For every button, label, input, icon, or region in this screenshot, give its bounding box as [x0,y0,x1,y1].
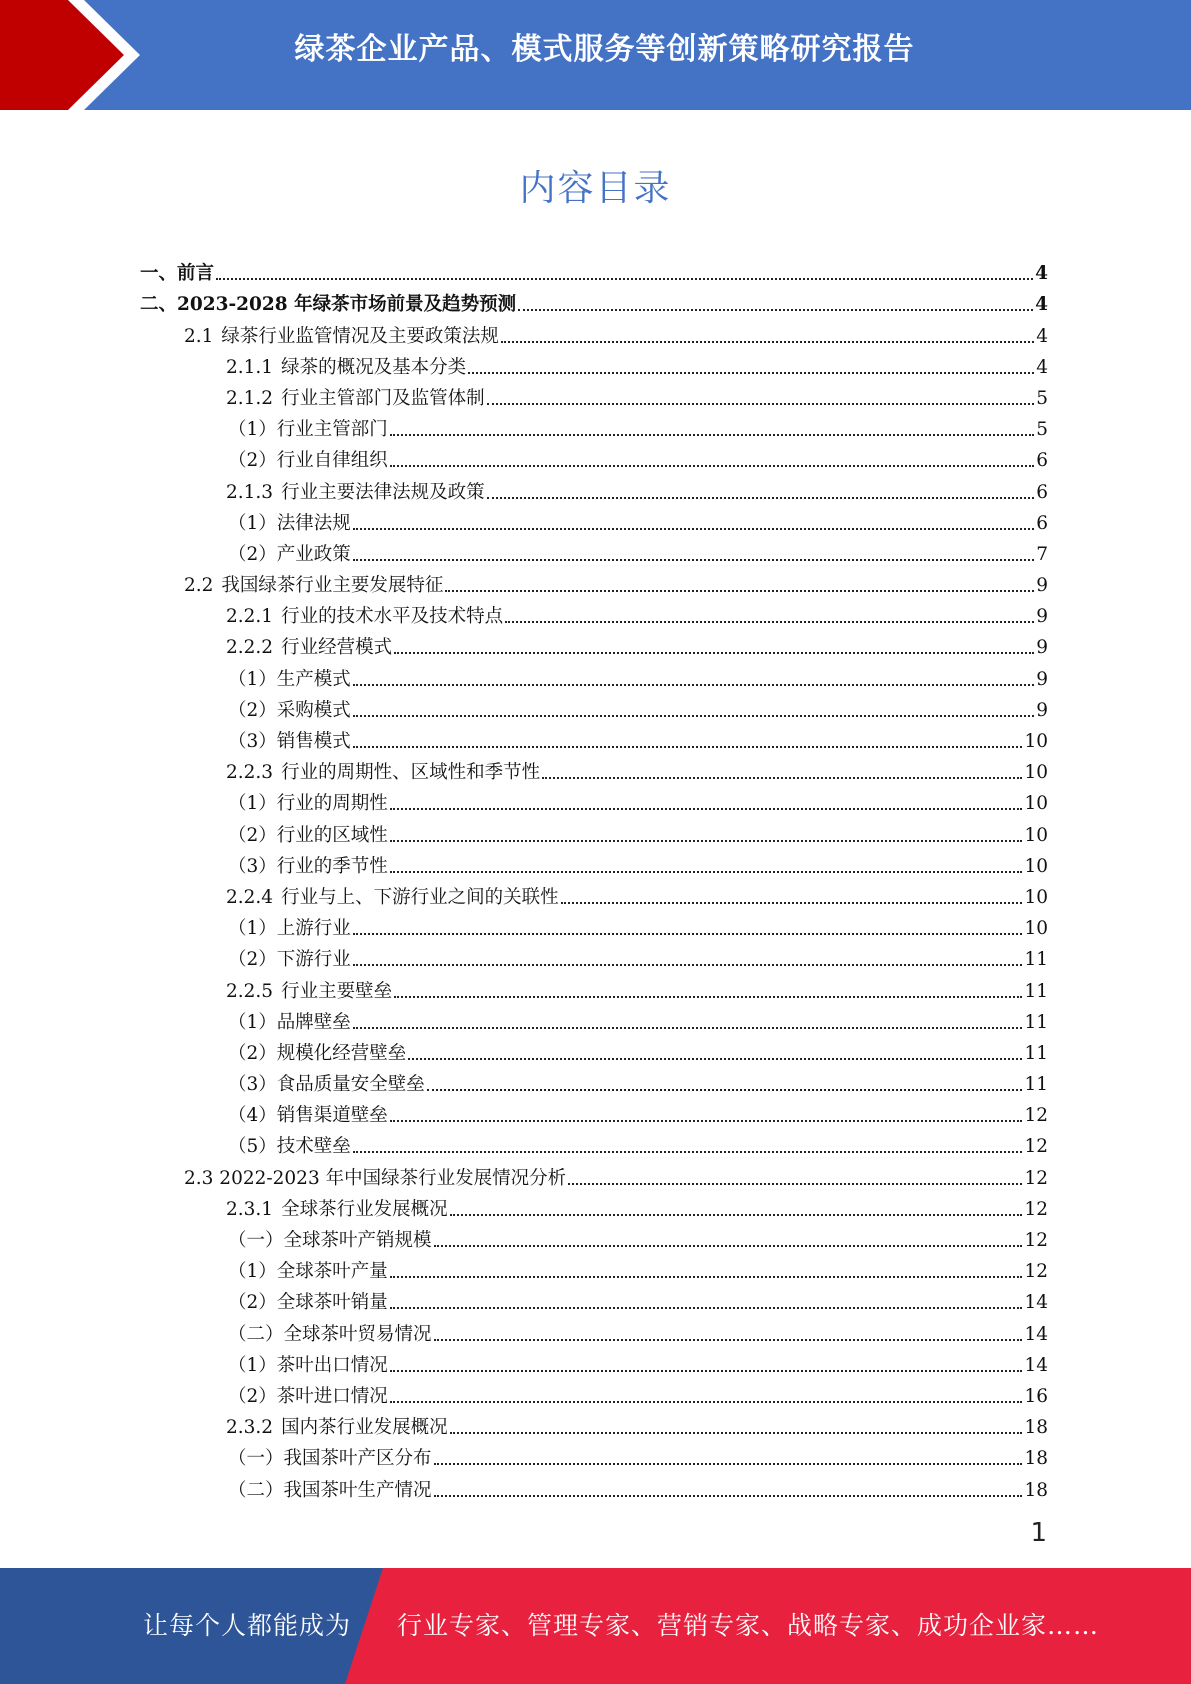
page-number: 1 [1030,1518,1047,1548]
toc-dot-leader [501,326,1034,348]
toc-entry[interactable] [140,1065,1048,1096]
toc-entry-number: 2.1 [184,325,214,347]
toc-entry-page: 11 [1024,1042,1048,1064]
toc-entry-page: 9 [1036,575,1048,597]
toc-dot-leader [468,357,1034,379]
toc-entry-page: 14 [1024,1354,1048,1376]
toc-entry-title: （1）法律法规 [228,512,351,534]
toc-dot-leader [487,388,1035,410]
toc-entry[interactable] [140,254,1048,285]
toc-entry-number: 2.2 [184,575,214,597]
toc-entry[interactable] [140,659,1048,690]
toc-entry-title: （1）品牌壁垒 [228,1011,351,1033]
toc-dot-leader [394,981,1022,1003]
toc-entry[interactable] [140,1252,1048,1283]
toc-entry-page: 11 [1024,980,1048,1002]
toc-entry-page: 14 [1024,1292,1048,1314]
toc-dot-leader [394,637,1034,659]
toc-entry-page: 12 [1024,1261,1048,1283]
toc-entry-title: （1）茶叶出口情况 [228,1354,388,1376]
header-banner [0,0,1191,110]
toc-dot-leader [450,1417,1023,1439]
toc-entry-title: 国内茶行业发展概况 [281,1417,448,1439]
toc-entry-title: 行业主要壁垒 [281,980,393,1002]
toc-entry-title: （2）产业政策 [228,543,351,565]
toc-entry-title: （3）食品质量安全壁垒 [228,1074,425,1096]
toc-entry-title: 行业的周期性、区域性和季节性 [281,762,541,784]
toc-entry-title: 一、前言 [140,263,215,285]
toc-entry[interactable] [140,691,1048,722]
toc-entry-page: 16 [1024,1385,1048,1407]
toc-entry-title: （2）行业的区域性 [228,824,388,846]
toc-dot-leader [568,1168,1022,1190]
toc-dot-leader [390,1292,1023,1314]
toc-entry-page: 18 [1024,1448,1048,1470]
toc-dot-leader [353,731,1023,753]
toc-entry-title: （1）上游行业 [228,918,351,940]
toc-entry-page: 12 [1024,1136,1048,1158]
toc-entry-page: 4 [1036,325,1048,347]
toc-entry-title: 绿茶的概况及基本分类 [281,356,467,378]
toc-entry-title: （二）我国茶叶生产情况 [228,1479,432,1501]
toc-dot-leader [390,825,1023,847]
toc-entry-page: 6 [1036,450,1048,472]
toc-dot-leader [353,1136,1023,1158]
toc-dot-leader [390,450,1034,472]
toc-entry-page: 12 [1024,1230,1048,1251]
footer-banner [0,1568,1191,1684]
toc-entry-title: （2）行业自律组织 [228,450,388,472]
toc-entry-page: 7 [1036,543,1048,565]
toc-entry-title: （5）技术壁垒 [228,1136,351,1158]
toc-entry-number: 2.3.1 [226,1198,274,1220]
toc-entry-title: （1）生产模式 [228,668,351,690]
toc-dot-leader [434,1448,1023,1470]
report-title: 绿茶企业产品、模式服务等创新策略研究报告 [294,32,915,67]
toc-entry-title: （1）全球茶叶产量 [228,1261,388,1283]
toc-entry-page: 18 [1024,1417,1048,1439]
toc-entry-number: 2.2.4 [226,886,274,908]
toc-entry[interactable] [140,504,1048,535]
toc-dot-leader [434,1324,1023,1346]
toc-entry[interactable] [140,285,1048,316]
toc-entry-title: 行业主管部门及监管体制 [281,387,485,409]
footer-slogan-right: 行业专家、管理专家、营销专家、战略专家、成功企业家…… [397,1611,1100,1640]
toc-heading: 内容目录 [519,168,672,209]
toc-entry-title: 全球茶行业发展概况 [281,1198,448,1220]
toc-entry[interactable] [140,847,1048,878]
toc-entry-page: 12 [1024,1167,1048,1189]
toc-entry-title: 我国绿茶行业主要发展特征 [221,575,444,597]
toc-entry-number: 2.2.2 [226,637,274,659]
toc-entry-title: （1）行业主管部门 [228,419,388,441]
toc-entry[interactable] [140,441,1048,472]
toc-dot-leader [542,762,1022,784]
toc-entry[interactable] [140,878,1048,909]
toc-entry-page: 9 [1036,637,1048,659]
toc-entry-title: （4）销售渠道壁垒 [228,1105,388,1127]
toc-entry-page: 9 [1036,606,1048,628]
toc-dot-leader [434,1480,1023,1502]
toc-entry-page: 10 [1024,824,1048,846]
toc-dot-leader [434,1230,1023,1252]
toc-entry-page: 9 [1036,668,1048,690]
toc-entry-title: （2）全球茶叶销量 [228,1292,388,1314]
toc-entry[interactable] [140,472,1048,503]
toc-entry-title: （3）行业的季节性 [228,855,388,877]
toc-entry[interactable] [140,535,1048,566]
toc-entry-page: 5 [1036,419,1048,441]
toc-entry-page: 6 [1036,481,1048,503]
toc-entry-title: 行业经营模式 [281,637,393,659]
toc-entry-number: 2.2.1 [226,606,274,628]
toc-dot-leader [445,575,1034,597]
toc-entry-page: 10 [1024,762,1048,784]
toc-entry-page: 4 [1035,294,1048,316]
toc-entry[interactable] [140,940,1048,971]
toc-entry-title: （一）全球茶叶产销规模 [228,1230,432,1251]
toc-entry-title: （二）全球茶叶贸易情况 [228,1323,432,1345]
toc-entry-title: （2）采购模式 [228,699,351,721]
toc-entry[interactable] [140,1439,1048,1470]
toc-entry-page: 11 [1024,1011,1048,1033]
toc-entry-page: 18 [1024,1479,1048,1501]
toc-entry[interactable] [140,597,1048,628]
toc-entry[interactable] [140,1283,1048,1314]
toc-entry-title: 绿茶行业监管情况及主要政策法规 [221,325,499,347]
toc-entry-title: 行业与上、下游行业之间的关联性 [281,886,559,908]
toc-entry-number: 2.1.1 [226,356,274,378]
toc-dot-leader [390,1261,1023,1283]
toc-dot-leader [450,1199,1023,1221]
toc-entry-title: （一）我国茶叶产区分布 [228,1448,432,1470]
toc-dot-leader [353,918,1023,940]
toc-dot-leader [505,606,1034,628]
toc-entry[interactable] [140,316,1048,347]
toc-dot-leader [390,856,1023,878]
toc-dot-leader [390,1386,1023,1408]
toc-entry-number: 2.3.2 [226,1417,274,1439]
toc-entry[interactable] [140,753,1048,784]
toc-dot-leader [353,1012,1023,1034]
toc-dot-leader [390,419,1034,441]
toc-entry-title: 行业主要法律法规及政策 [281,481,485,503]
toc-entry[interactable] [140,909,1048,940]
table-of-contents [140,254,1048,1502]
toc-entry-page: 9 [1036,699,1048,721]
toc-entry[interactable] [140,722,1048,753]
toc-entry-page: 10 [1024,731,1048,752]
toc-entry-title: （1）行业的周期性 [228,793,388,815]
toc-entry-title: （2）规模化经营壁垒 [228,1042,407,1064]
toc-entry[interactable] [140,566,1048,597]
toc-entry-page: 4 [1035,263,1048,285]
toc-entry-title: 2.3 2022-2023 年中国绿茶行业发展情况分析 [184,1167,567,1189]
toc-entry[interactable] [140,379,1048,410]
toc-dot-leader [353,700,1034,722]
toc-dot-leader [353,669,1034,691]
toc-entry[interactable] [140,348,1048,379]
toc-entry[interactable] [140,1408,1048,1439]
toc-entry-page: 12 [1024,1105,1048,1127]
toc-entry[interactable] [140,1346,1048,1377]
toc-entry[interactable] [140,784,1048,815]
toc-dot-leader [353,544,1034,566]
toc-dot-leader [561,887,1023,909]
toc-entry-number: 2.1.2 [226,387,274,409]
toc-entry[interactable] [140,628,1048,659]
toc-dot-leader [390,1105,1023,1127]
toc-entry[interactable] [140,1314,1048,1345]
toc-entry[interactable] [140,815,1048,846]
toc-entry-page: 11 [1024,1074,1048,1096]
toc-dot-leader [487,482,1035,504]
toc-entry[interactable] [140,1221,1048,1252]
toc-dot-leader [353,513,1034,535]
toc-entry-page: 10 [1024,855,1048,877]
toc-entry-page: 6 [1036,512,1048,534]
toc-entry[interactable] [140,971,1048,1002]
toc-entry[interactable] [140,1003,1048,1034]
toc-entry-page: 10 [1024,918,1048,940]
toc-entry-page: 11 [1024,949,1048,971]
toc-entry-page: 5 [1036,387,1048,409]
toc-entry-title: 二、2023-2028 年绿茶市场前景及趋势预测 [140,294,517,316]
toc-entry-title: （2）茶叶进口情况 [228,1385,388,1407]
toc-dot-leader [427,1074,1023,1096]
toc-dot-leader [518,294,1033,316]
toc-entry-number: 2.2.5 [226,980,274,1002]
toc-entry-page: 10 [1024,793,1048,815]
toc-entry-page: 10 [1024,886,1048,908]
toc-entry[interactable] [140,1034,1048,1065]
toc-entry-number: 2.2.3 [226,762,274,784]
toc-entry[interactable] [140,1096,1048,1127]
toc-entry[interactable] [140,1158,1048,1189]
toc-entry[interactable] [140,1377,1048,1408]
toc-entry-title: 行业的技术水平及技术特点 [281,606,504,628]
toc-entry-page: 4 [1036,356,1048,378]
toc-entry-title: （3）销售模式 [228,731,351,752]
toc-entry-title: （2）下游行业 [228,949,351,971]
toc-entry-page: 12 [1024,1198,1048,1220]
toc-entry[interactable] [140,1470,1048,1501]
toc-entry[interactable] [140,410,1048,441]
toc-entry[interactable] [140,1190,1048,1221]
toc-dot-leader [353,949,1023,971]
toc-dot-leader [390,1355,1023,1377]
toc-entry-page: 14 [1024,1323,1048,1345]
toc-dot-leader [408,1043,1022,1065]
toc-dot-leader [216,263,1033,285]
toc-dot-leader [390,793,1023,815]
footer-slogan-left: 让每个人都能成为 [143,1611,352,1640]
toc-entry-number: 2.1.3 [226,481,274,503]
toc-entry[interactable] [140,1127,1048,1158]
